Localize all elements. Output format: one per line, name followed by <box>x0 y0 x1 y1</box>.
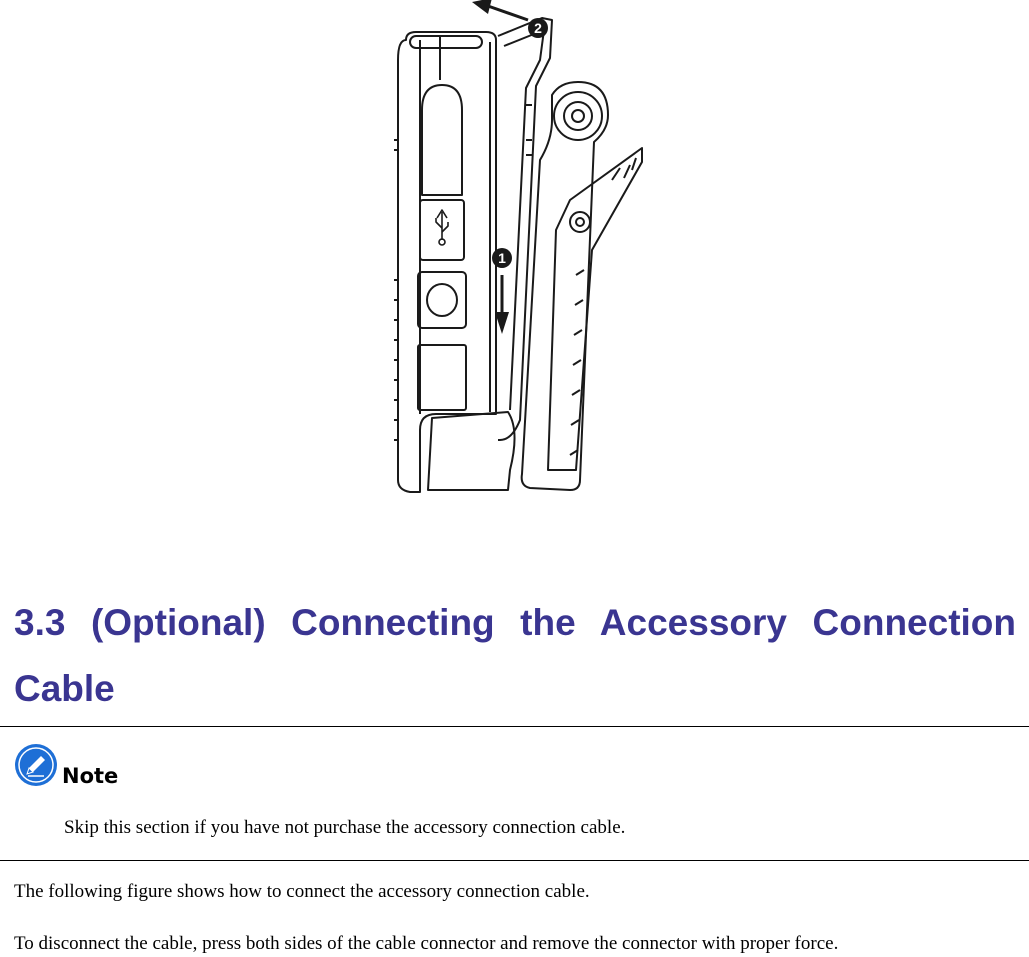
usb-icon <box>436 210 448 245</box>
step-marker-1 <box>492 248 512 268</box>
svg-text:1: 1 <box>498 250 506 266</box>
up-left-arrow-icon <box>472 0 528 20</box>
body-paragraph: To disconnect the cable, press both sides of the cable connector and remove the connector with proper force. <box>14 933 839 954</box>
down-arrow-icon <box>495 275 509 334</box>
note-top-rule <box>0 726 1029 727</box>
step-marker-2 <box>528 18 548 38</box>
radio-body <box>394 32 496 492</box>
note-label: Note <box>62 764 119 788</box>
belt-clip <box>522 82 642 490</box>
note-bottom-rule <box>0 860 1029 861</box>
svg-text:2: 2 <box>534 20 542 36</box>
note-text: Skip this section if you have not purchase the accessory connection cable. <box>64 817 626 838</box>
section-heading: 3.3 (Optional) Connecting the Accessory Connection Cable <box>14 602 1016 709</box>
body-paragraph: The following figure shows how to connect the accessory connection cable. <box>14 881 590 902</box>
accessory-cable-illustration <box>380 0 650 495</box>
pencil-icon <box>14 743 58 787</box>
